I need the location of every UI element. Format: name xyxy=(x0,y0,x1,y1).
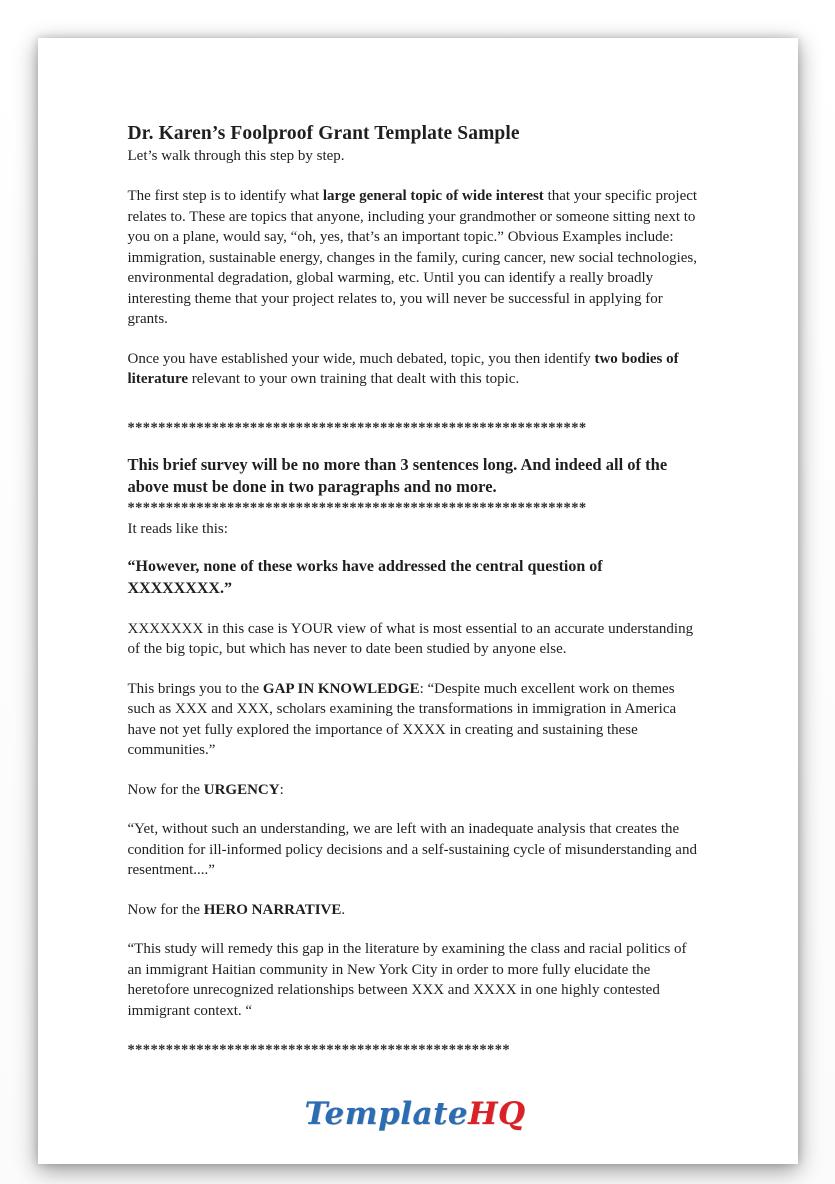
document-title: Dr. Karen’s Foolproof Grant Template Sample xyxy=(127,123,520,144)
paragraph-two-bodies xyxy=(128,349,703,390)
paragraph-urgency-quote: “Yet, without such an understanding, we are left with an inadequate analysis that creates the condition for ill-informed policy decisions and a self-sustaining cycle of misunderstanding and resentment....” xyxy=(127,821,697,878)
bold-phrase-gap-in-knowledge: GAP IN KNOWLEDGE xyxy=(262,680,420,697)
paragraph-first-step xyxy=(128,186,703,330)
templatehq-logo xyxy=(128,1094,703,1134)
separator-stars-2: ************************************************************ xyxy=(127,499,587,516)
paragraph-text: This brings you to the xyxy=(127,680,263,697)
paragraph-gap-in-knowledge xyxy=(128,679,703,761)
paragraph-text: Now for the xyxy=(127,901,204,918)
paragraph-text: Now for the xyxy=(127,781,204,798)
separator-stars-3: ************************************************** xyxy=(127,1042,510,1058)
paragraph-text: The first step is to identify what xyxy=(127,188,323,204)
paragraph-text: : “Despite much excellent work on themes such as XXX and XXX, scholars examining the transformations in immigration in America have not yet fully explored the importance of XXXX in creating and sustaining these communities.” xyxy=(127,680,677,758)
bold-phrase-two-bodies: two bodies of literature xyxy=(127,350,679,387)
bold-phrase-hero-narrative: HERO NARRATIVE xyxy=(203,901,342,918)
paragraph-text: that your specific project relates to. These are topics that anyone, including your grandmother or someone sitting next to you on a plane, would say, “oh, yes, that’s an important topic.” Obvious Examples include: immigration, sustainable energy, changes in the family, curing cancer, new social technologies, environmental degradation, global warming, etc. Until you can identify a really broadly interesting theme that your project relates to, you will never be successful in applying for grants. xyxy=(127,188,698,327)
paragraph-text: Once you have established your wide, much debated, topic, you then identify xyxy=(127,350,595,367)
central-question-quote: “However, none of these works have addressed the central question of XXXXXXXX.” xyxy=(127,557,603,597)
paragraph-hero-quote: “This study will remedy this gap in the literature by examining the class and racial politics of an immigrant Haitian community in New York City in order to more fully elucidate the heretofore unrecognized relationships between XXX and XXXX in one highly contested immigrant context. “ xyxy=(127,941,687,1019)
bold-phrase-wide-interest: large general topic of wide interest xyxy=(322,188,544,204)
line-now-urgency xyxy=(128,780,703,801)
line-now-hero-narrative xyxy=(128,900,703,921)
survey-heading: This brief survey will be no more than 3 sentences long. And indeed all of the above must be done in two paragraphs and no more. xyxy=(127,454,668,496)
logo-hq-text: HQ xyxy=(468,1096,526,1132)
separator-stars-1: ************************************************************ xyxy=(127,419,587,436)
logo-template-text: Template xyxy=(304,1096,469,1132)
reads-like-this-line: It reads like this: xyxy=(127,520,228,537)
document-page xyxy=(38,38,798,1164)
paragraph-your-view: XXXXXXX in this case is YOUR view of what is most essential to an accurate understanding of the big topic, but which has never to date been studied by anyone else. xyxy=(127,620,694,657)
document-subtitle: Let’s walk through this step by step. xyxy=(127,148,345,164)
paragraph-text: : xyxy=(279,781,284,798)
bold-phrase-urgency: URGENCY xyxy=(203,781,280,798)
paragraph-text: . xyxy=(341,901,346,918)
paragraph-text: relevant to your own training that dealt with this topic. xyxy=(188,371,520,387)
